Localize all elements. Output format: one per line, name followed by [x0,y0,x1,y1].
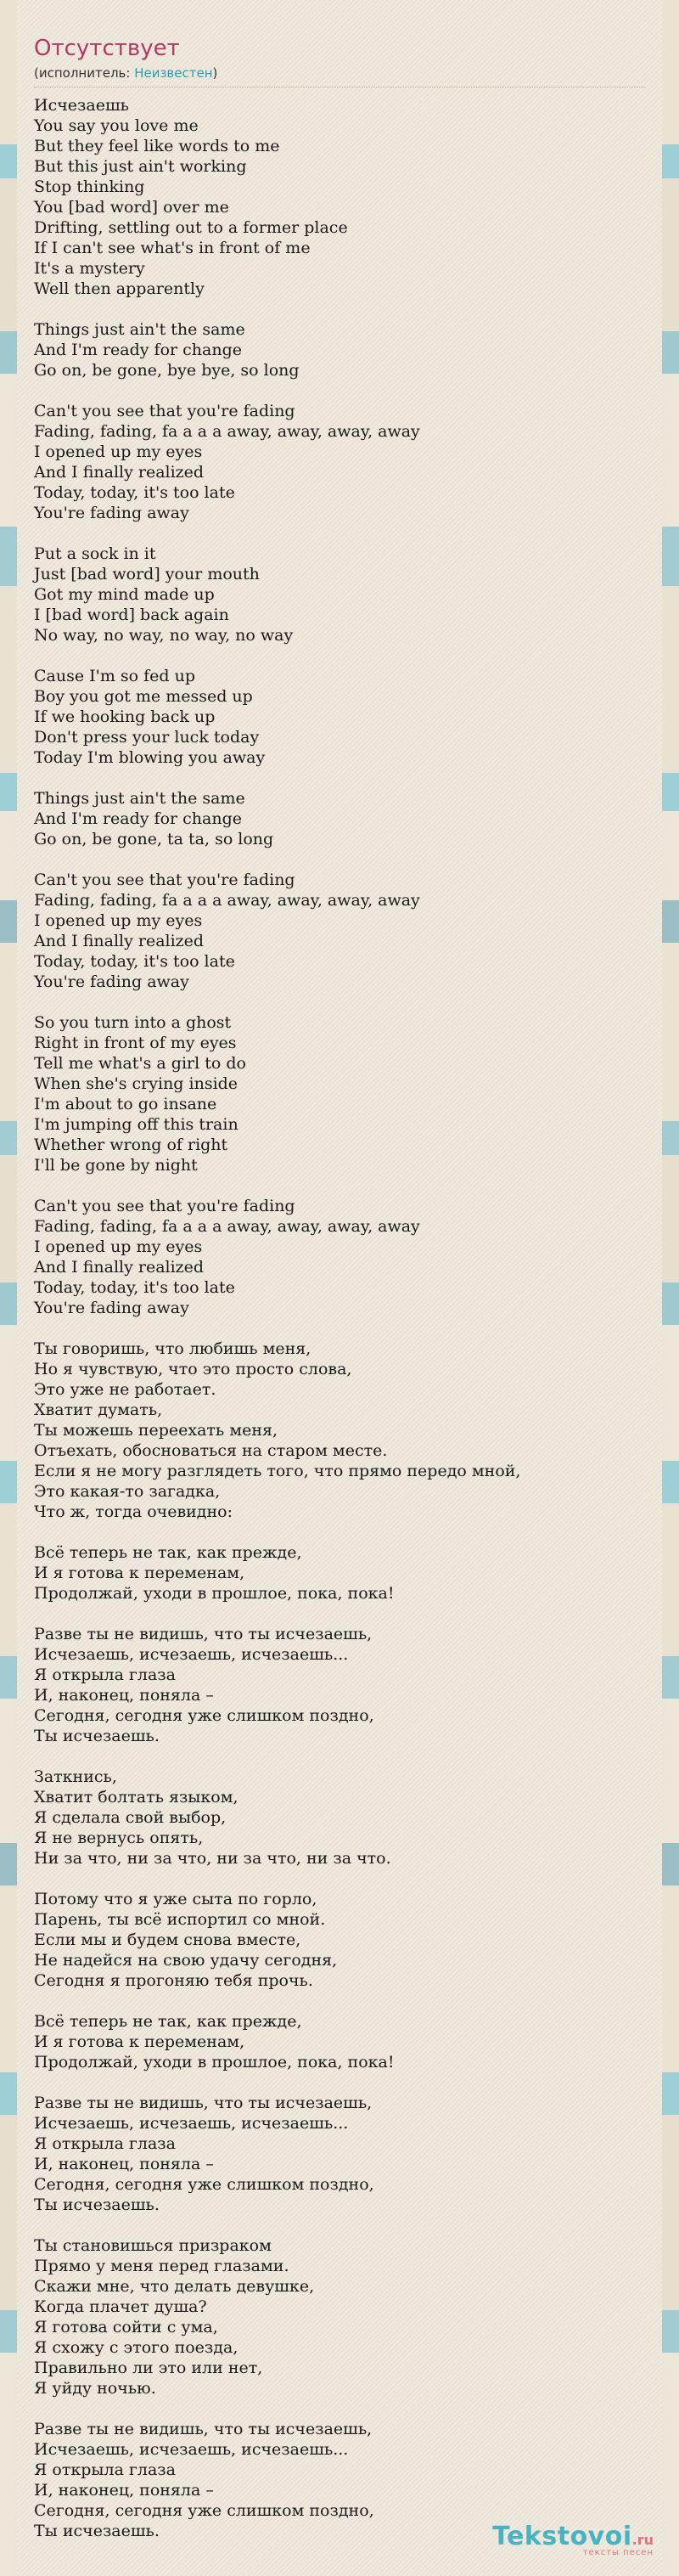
lyric-line: Things just ain't the same [34,320,245,339]
lyric-line: Things just ain't the same [34,789,245,808]
lyric-line: Если мы и будем снова вместе, [34,1931,301,1949]
lyric-line: Я не вернусь опять, [34,1829,204,1847]
lyric-line: Прямо у меня перед глазами. [34,2257,289,2275]
watermark-logo: Tekstovoi [492,2522,632,2551]
lyric-line: And I finally realized [34,932,205,950]
lyric-stanza [34,1767,645,1869]
lyric-line: Исчезаешь [34,96,129,115]
lyric-stanza [34,1889,645,1991]
left-decorative-band [0,0,17,2576]
lyric-line: И я готова к переменам, [34,1564,245,1582]
lyric-line: Продолжай, уходи в прошлое, пока, пока! [34,1584,395,1603]
lyric-line: Хватит болтать языком, [34,1788,238,1807]
lyric-line: So you turn into a ghost [34,1013,232,1032]
lyric-line: Can't you see that you're fading [34,871,295,889]
lyric-line: Я открыла глаза [34,2134,176,2153]
lyric-line: Boy you got me messed up [34,687,253,706]
lyric-line: Сегодня, сегодня уже слишком поздно, [34,1706,374,1725]
lyric-stanza [34,95,645,299]
lyric-line: And I'm ready for change [34,809,242,828]
lyric-line: Ты становишься призраком [34,2236,272,2255]
lyric-line: Это какая-то загадка, [34,1482,221,1501]
lyric-line: Can't you see that you're fading [34,1197,295,1215]
artist-link[interactable]: Неизвестен [134,65,213,81]
lyric-line: You're fading away [34,504,189,522]
site-watermark [492,2522,654,2557]
lyric-line: Разве ты не видишь, что ты исчезаешь, [34,1625,373,1643]
lyric-line: Если я не могу разглядеть того, что прямо передо мной, [34,1462,521,1480]
lyric-line: Today, today, it's too late [34,1278,235,1297]
lyric-line: Ни за что, ни за что, ни за что, ни за что. [34,1849,391,1868]
lyric-line: If we hooking back up [34,707,216,726]
lyric-line: И, наконец, поняла – [34,1686,214,1705]
watermark-tagline: тексты песен [582,2548,654,2557]
lyric-line: Заткнись, [34,1767,117,1786]
lyric-line: You say you love me [34,116,199,135]
lyric-stanza [34,1196,645,1318]
lyric-line: Правильно ли это или нет, [34,2359,263,2377]
lyric-line: Я открыла глаза [34,2460,176,2479]
lyric-line: Got my mind made up [34,585,215,604]
lyric-stanza [34,870,645,992]
lyric-line: Don't press your luck today [34,728,260,747]
lyric-line: Разве ты не видишь, что ты исчезаешь, [34,2420,373,2438]
lyric-line: If I can't see what's in front of me [34,239,311,257]
lyric-line: Stop thinking [34,178,145,196]
lyric-line: Что ж, тогда очевидно: [34,1502,233,1521]
lyric-line: I opened up my eyes [34,1237,203,1256]
lyric-line: Drifting, settling out to a former place [34,218,348,237]
lyric-line: Today, today, it's too late [34,952,235,971]
lyric-stanza [34,1542,645,1604]
song-title: Отсутствует [34,36,180,61]
lyric-line: Это уже не работает. [34,1380,216,1399]
lyric-stanza [34,1339,645,1522]
lyric-line: Я открыла глаза [34,1666,176,1684]
lyric-line: Сегодня я прогоняю тебя прочь. [34,1971,313,1990]
lyric-stanza [34,788,645,849]
lyric-line: Ты исчезаешь. [34,2522,160,2540]
lyric-line: When she's crying inside [34,1074,238,1093]
lyric-line: Fading, fading, fa a a a away, away, away, away [34,422,420,441]
lyric-line: Я сделала свой выбор, [34,1808,227,1827]
lyric-line: Я готова сойти с ума, [34,2318,218,2336]
lyric-line: I [bad word] back again [34,606,229,624]
lyric-line: И, наконец, поняла – [34,2481,214,2500]
artist-prefix: (исполнитель: [34,65,135,81]
lyric-line: Ты можешь переехать меня, [34,1421,278,1440]
lyric-line: И, наконец, поняла – [34,2155,214,2173]
lyric-line: And I finally realized [34,1258,205,1277]
lyric-line: Well then apparently [34,279,205,298]
lyric-stanza [34,1012,645,1175]
lyric-line: Хватит думать, [34,1401,163,1419]
lyric-line: No way, no way, no way, no way [34,626,294,645]
lyric-line: Whether wrong of right [34,1136,228,1154]
lyric-line: Go on, be gone, bye bye, so long [34,361,300,380]
lyric-line: Отъехать, обосноваться на старом месте. [34,1441,388,1460]
artist-suffix: ) [212,65,218,81]
lyric-stanza [34,544,645,645]
lyric-line: I'm jumping off this train [34,1115,238,1134]
lyric-line: Не надейся на свою удачу сегодня, [34,1951,338,1970]
song-content [34,34,645,2562]
lyric-line: Скажи мне, что делать девушке, [34,2277,315,2296]
lyric-line: Исчезаешь, исчезаешь, исчезаешь... [34,2114,349,2133]
lyric-line: Потому что я уже сыта по горло, [34,1890,317,1908]
lyric-line: You're fading away [34,972,189,991]
lyric-line: Исчезаешь, исчезаешь, исчезаешь... [34,1645,349,1664]
lyric-line: Fading, fading, fa a a a away, away, away, away [34,1217,420,1236]
lyric-line: И я готова к переменам, [34,2032,245,2051]
lyric-line: Но я чувствую, что это просто слова, [34,1360,352,1378]
lyric-line: And I'm ready for change [34,341,242,359]
right-decorative-band [662,0,679,2576]
lyrics-body [34,95,645,2541]
lyric-line: Всё теперь не так, как прежде, [34,1543,302,1562]
lyric-line: Продолжай, уходи в прошлое, пока, пока! [34,2053,395,2072]
lyric-line: Ты исчезаешь. [34,2196,160,2214]
lyric-line: Я уйду ночью. [34,2379,156,2398]
lyric-line: Ты говоришь, что любишь меня, [34,1339,311,1358]
lyric-line: You're fading away [34,1299,189,1317]
lyric-stanza [34,319,645,380]
lyric-line: Today, today, it's too late [34,483,235,502]
lyric-line: Я схожу с этого поезда, [34,2338,238,2357]
lyric-line: Go on, be gone, ta ta, so long [34,830,274,848]
lyric-line: Today I'm blowing you away [34,748,266,767]
lyric-line: Cause I'm so fed up [34,667,196,685]
lyric-line: Tell me what's a girl to do [34,1054,246,1073]
lyric-line: Парень, ты всё испортил со мной. [34,1910,326,1929]
lyric-stanza [34,666,645,768]
lyric-stanza [34,2235,645,2398]
lyric-line: Сегодня, сегодня уже слишком поздно, [34,2175,374,2194]
lyric-line: Разве ты не видишь, что ты исчезаешь, [34,2094,373,2112]
watermark-tld: .ru [631,2532,654,2548]
lyric-line: It's a mystery [34,259,145,278]
lyric-line: Когда плачет душа? [34,2297,207,2316]
lyric-line: And I finally realized [34,463,205,482]
artist-line [34,65,645,82]
lyric-stanza [34,401,645,523]
lyric-line: But this just ain't working [34,157,247,176]
lyric-line: You [bad word] over me [34,198,229,217]
lyric-line: I'll be gone by night [34,1156,198,1175]
lyric-line: Put a sock in it [34,544,156,563]
lyric-line: Исчезаешь, исчезаешь, исчезаешь... [34,2440,349,2459]
lyric-line: Всё теперь не так, как прежде, [34,2012,302,2031]
lyric-line: I opened up my eyes [34,911,203,930]
lyric-line: Fading, fading, fa a a a away, away, away, away [34,891,420,910]
lyric-line: I'm about to go insane [34,1095,217,1113]
lyric-line: Ты исчезаешь. [34,1727,160,1745]
lyric-line: Can't you see that you're fading [34,402,295,420]
lyric-line: Сегодня, сегодня уже слишком поздно, [34,2501,374,2520]
lyric-line: I opened up my eyes [34,442,203,461]
lyric-stanza [34,1624,645,1746]
lyric-line: Just [bad word] your mouth [34,565,260,583]
lyric-stanza [34,2011,645,2072]
lyric-line: Right in front of my eyes [34,1034,237,1052]
lyric-stanza [34,2093,645,2215]
lyric-line: But they feel like words to me [34,137,280,155]
